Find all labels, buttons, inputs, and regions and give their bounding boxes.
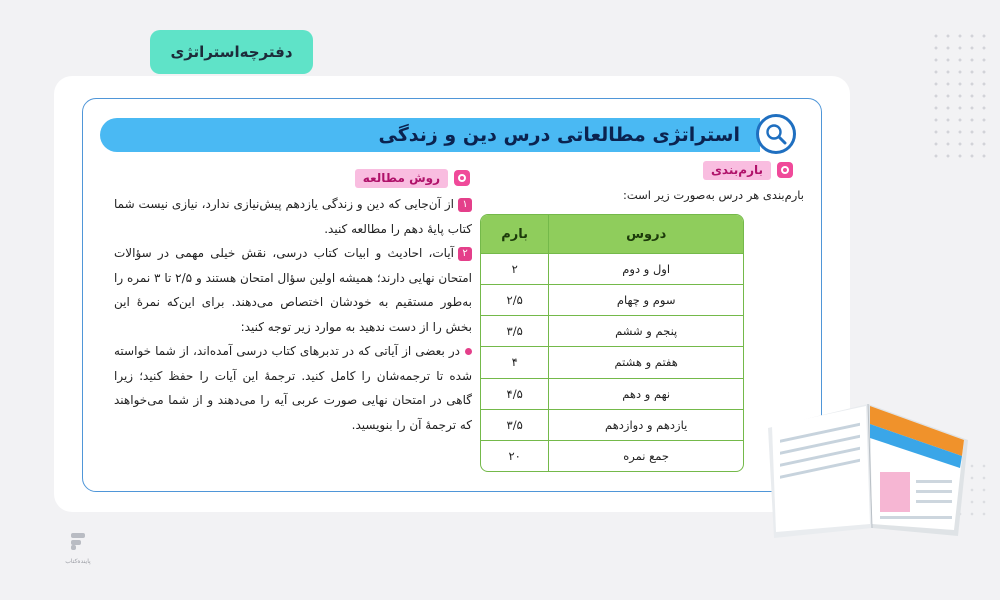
table-cell: ۲ (481, 253, 548, 284)
table-row (481, 409, 743, 440)
bullet-icon (465, 348, 472, 355)
barambandi-label: بارم‌بندی (703, 161, 771, 180)
table-row (481, 253, 743, 284)
table-cell: سوم و چهام (548, 284, 743, 315)
table-cell: ۲/۵ (481, 284, 548, 315)
brand-logo-text: پاینده‌کتاب (65, 558, 91, 565)
barambandi-header (703, 160, 793, 180)
table-cell: پنجم و ششم (548, 315, 743, 346)
table-row (481, 378, 743, 409)
study-method-body (114, 192, 472, 437)
table-cell: ۳/۵ (481, 409, 548, 440)
table-header-row (481, 215, 743, 253)
title-bar (100, 118, 760, 152)
table-row (481, 346, 743, 377)
table-cell: جمع نمره (548, 440, 743, 471)
bullet-paragraph (114, 339, 472, 437)
search-icon (756, 114, 796, 154)
study-method-header (355, 168, 470, 188)
brand-logo (58, 530, 98, 565)
paragraph-number: ۱ (458, 198, 472, 212)
dot-pattern-top (930, 30, 990, 160)
table-cell: ۳/۵ (481, 315, 548, 346)
header-tab-label: دفترچه‌استراتژی (170, 43, 293, 61)
brand-logo-icon (67, 530, 89, 552)
paragraph-number: ۲ (458, 247, 472, 261)
table-header-lessons: دروس (548, 215, 743, 253)
table-cell: نهم و دهم (548, 378, 743, 409)
table-cell: ۴/۵ (481, 378, 548, 409)
table-row (481, 284, 743, 315)
table-header-score: بارم (481, 215, 548, 253)
table-row (481, 315, 743, 346)
table-cell: هفتم و هشتم (548, 346, 743, 377)
barambandi-intro: بارم‌بندی هر درس به‌صورت زیر است: (622, 188, 804, 202)
target-icon (777, 162, 793, 178)
book-mockup (760, 396, 980, 546)
page-title: استراتژی مطالعاتی درس دین و زندگی (378, 124, 740, 146)
table-cell: یازدهم و دوازدهم (548, 409, 743, 440)
paragraph-text: از آن‌جایی که دین و زندگی یازدهم پیش‌نیازی ندارد، نیازی نیست شما کتاب پایهٔ دهم را مطالعه کنید. (114, 197, 472, 236)
table-cell: ۲۰ (481, 440, 548, 471)
study-method-label: روش مطالعه (355, 169, 448, 188)
score-table (480, 214, 744, 472)
target-icon (454, 170, 470, 186)
bullet-text: در بعضی از آیاتی که در تدبرهای کتاب درسی آمده‌اند، از شما خواسته شده تا ترجمه‌شان را کامل کنید. ترجمهٔ این آیات را حفظ کنید؛ زیرا گاهی در امتحان نهایی صورت عربی آیه را می‌دهند و از شما می‌خواهند که ترجمهٔ آن را بنویسید. (114, 344, 472, 432)
paragraph-1 (114, 192, 472, 241)
paragraph-text: آیات، احادیث و ابیات کتاب درسی، نقش خیلی مهمی در سؤالات امتحان نهایی دارند؛ همیشه اولین سؤال امتحان هستند و ۲/۵ تا ۳ نمره را به‌طور مستقیم به خودشان اختصاص می‌دهند. برای این‌که نمرهٔ این بخش را از دست ندهید به موارد زیر توجه کنید: (114, 246, 472, 334)
table-cell: اول و دوم (548, 253, 743, 284)
table-cell: ۴ (481, 346, 548, 377)
paragraph-2 (114, 241, 472, 339)
header-tab (150, 30, 313, 74)
table-row (481, 440, 743, 471)
